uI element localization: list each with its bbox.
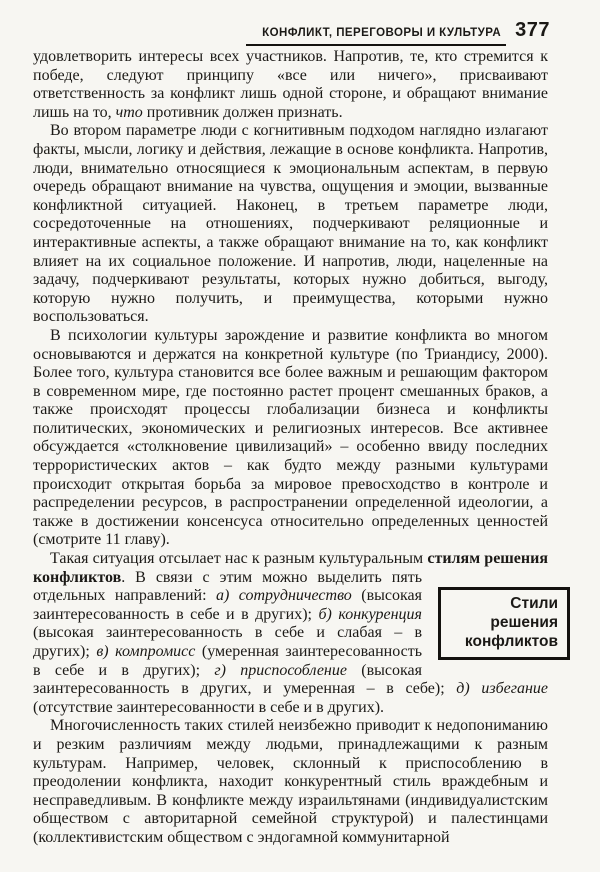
conflict-styles-callout — [438, 587, 570, 660]
paragraph-5 — [33, 717, 548, 847]
text-segment-normal: . В связи с этим можно выделить пять отдельных направлений: — [33, 568, 422, 605]
paragraph-2 — [33, 122, 548, 327]
text-segment-normal: (отсутствие заинтересованности в себе и в других). — [33, 698, 385, 716]
text-segment-normal: (высокая заинтересованность в себе и слабая – в других); — [33, 624, 422, 660]
text-segment-normal: противник должен признать. — [142, 103, 343, 121]
text-segment-italic: г) приспособление — [214, 661, 347, 679]
paragraph-4 — [33, 550, 558, 717]
paragraph-1 — [33, 48, 548, 122]
text-segment-normal: (высокая заинтересованность в себе и в других); — [33, 587, 422, 623]
text-segment-normal: удовлетворить интересы всех участников. Напротив, те, кто стремится к победе, следуют принципу «все или ничего», присваивают ответственность за конфликт лишь одной стороне, и обращают внимание лишь на то, — [33, 48, 548, 121]
text-segment-italic: а) сотрудничество — [215, 587, 352, 605]
text-segment-bold: стилям решения конфликтов — [33, 550, 548, 586]
page-number: 377 — [515, 19, 550, 41]
text-segment-normal: Такая ситуация отсылает нас к разным культуральным — [50, 550, 428, 568]
text-segment-normal: В психологии культуры зарождение и развитие конфликта во многом основываются и держатся на конкретной культуре (по Триандису, 2000). Более того, культура становится все более важным и решающим фактором в современном мире, где постоянно растет процент смешанных браков, а также происходят процессы глобализации бизнеса и конфликты политических, экономических и религиозных интересов. Все активнее обсуждается «столкновение цивилизаций» – особенно ввиду последних террористических актов – как будто между разными культурами происходит открытая борьба за мировое превосходство в контроле и распределении ресурсов, в распространении определенной идеологии, а также в достижении консенсуса относительно определенных ценностей (смотрите 11 главу). — [33, 326, 548, 549]
running-head-title: КОНФЛИКТ, ПЕРЕГОВОРЫ И КУЛЬТУРА — [246, 27, 506, 46]
text-segment-normal: (высокая заинтересованность в других, и умеренная – в себе); — [33, 661, 457, 698]
text-segment-italic: что — [115, 103, 143, 121]
text-segment-italic: д) избегание — [456, 680, 549, 698]
text-segment-italic: б) конкуренция — [318, 605, 422, 623]
body-text — [33, 48, 558, 848]
text-segment-normal: (умеренная заинтересованность в себе и в других); — [33, 643, 422, 679]
text-segment-italic: в) компромисс — [96, 643, 196, 660]
callout-title: Стили решения конфликтов — [464, 595, 558, 651]
paragraph-3 — [33, 327, 548, 550]
text-segment-normal: Во втором параметре люди с когнитивным подходом наглядно излагают факты, мысли, логику и действия, лежащие в основе конфликта. Напротив, люди, внимательно относящиеся к эмоциональным аспектам, в первую очередь обращают внимание на чувства, ощущения и эмоции, вызванные конфликтной ситуацией. Наконец, в третьем параметре люди, сосредоточенные на отношениях, подчеркивают реляционные и интерактивные аспекты, а также обращают внимание на то, как конфликт влияет на их социальное положение. И напротив, люди, нацеленные на задачу, подчеркивают результаты, которых нужно добиться, выгоду, которую нужно получить, и преимущества, которыми нужно воспользоваться. — [33, 122, 548, 326]
page-header — [246, 19, 550, 46]
text-segment-normal: Многочисленность таких стилей неизбежно приводит к недопониманию и резким различиям между людьми, принадлежащими к разным культурам. Например, человек, склонный к приспособлению в преодолении конфликта, находит конкурентный стиль враждебным и несправедливым. В конфликте между израильтянами (индивидуалистским обществом с авторитарной семейной структурой) и палестинцами (коллективистским обществом с эндогамной коммунитарной — [33, 717, 548, 846]
